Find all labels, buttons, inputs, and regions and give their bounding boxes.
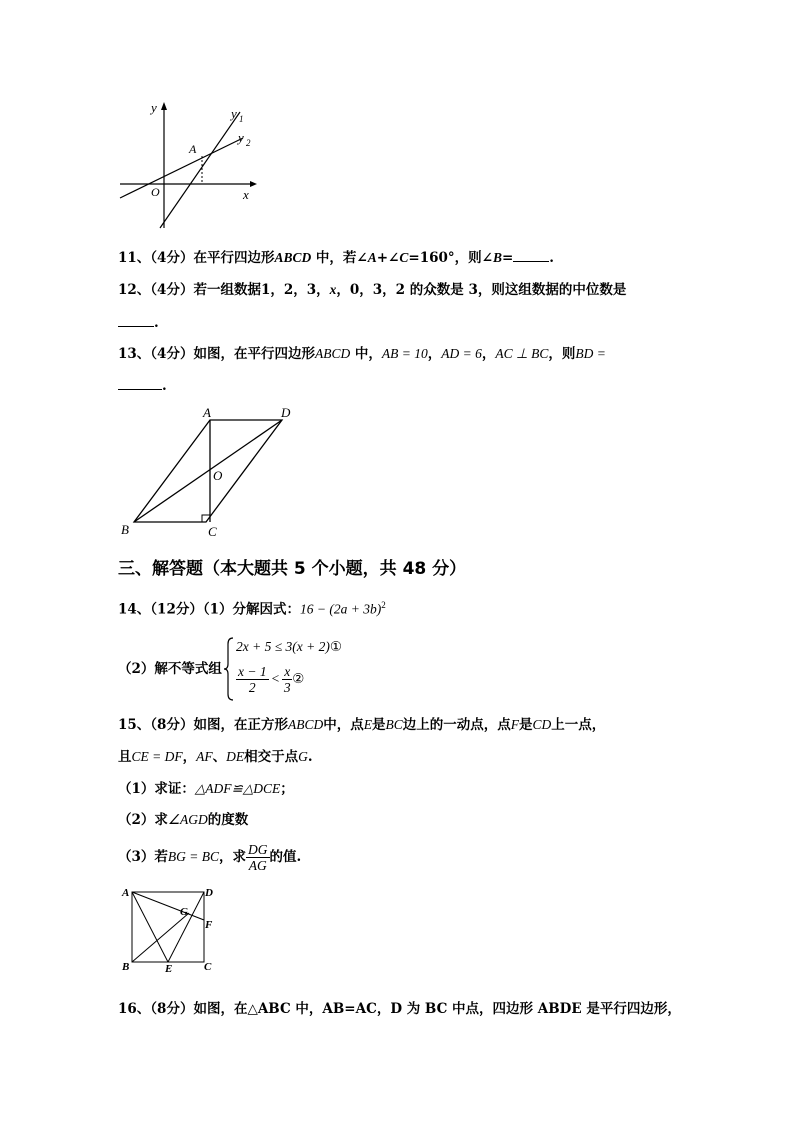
q16-text: 如图，在△ABC 中，AB=AC，D 为 BC 中点，四边形 ABDE 是平行四边形，	[193, 1001, 681, 1017]
y2-subscript: 2	[246, 138, 251, 148]
q15-bc: BC	[385, 717, 403, 732]
y-axis-label: y	[151, 100, 157, 115]
line-y1	[160, 112, 240, 228]
q13-end: .	[162, 378, 167, 394]
question-11	[118, 249, 554, 267]
q15-p3-end: 的值.	[269, 849, 302, 865]
q15-af: AF	[196, 749, 213, 764]
q15-score: （8分）	[150, 717, 194, 733]
question-15	[118, 716, 605, 734]
q13-text2: 中，	[354, 346, 382, 362]
q12-text: 若一组数据1，2，3，	[193, 282, 330, 298]
q13-bd: BD =	[575, 346, 606, 361]
q13-num: 13、	[118, 346, 151, 362]
label-e: E	[165, 963, 173, 974]
q15-de: DE	[226, 749, 245, 764]
section-3-title: 三、解答题（本大题共 5 个小题，共 48 分）	[118, 559, 467, 579]
y-axis-arrow	[161, 102, 167, 110]
q16-num: 16、	[118, 1001, 151, 1017]
y1-subscript: 1	[239, 114, 244, 124]
label-c: C	[208, 524, 217, 539]
q11-plus: +∠	[376, 250, 400, 266]
q15-p3-frac	[246, 842, 270, 873]
parallelogram-figure	[115, 404, 305, 542]
q13-text: 如图，在平行四边形	[193, 346, 315, 362]
q12-score: （4分）	[150, 282, 194, 298]
question-15-line2	[118, 748, 313, 766]
q14-p1-expr: 16 − (2a + 3b)	[300, 601, 382, 617]
square-figure	[118, 882, 218, 974]
q15-p3-mid: ，求	[219, 849, 247, 865]
question-14	[118, 596, 386, 619]
question-15-part2	[118, 811, 248, 829]
question-14-part2-label	[118, 660, 222, 678]
q15-p3-expr: BG = BC	[167, 849, 220, 864]
q14-frac1	[236, 664, 269, 695]
q11-text: 在平行四边形	[193, 250, 275, 266]
q15-cd: CD	[532, 717, 552, 732]
q14-circ2: ②	[292, 671, 305, 686]
q15-f: F	[510, 717, 519, 732]
q15-p1-label: （1）求证：	[118, 781, 195, 797]
q15-e: E	[363, 717, 372, 732]
q15-text6: 上一点，	[551, 717, 606, 733]
label-a: A	[122, 887, 130, 899]
q11-b: B	[492, 250, 502, 265]
inequality-brace	[223, 636, 235, 702]
label-f: F	[205, 919, 213, 931]
question-12-blank-line	[118, 314, 159, 332]
q15-text3: 是	[371, 717, 386, 733]
q15-shape: ABCD	[287, 717, 324, 732]
label-a: A	[203, 405, 211, 420]
q15-sep2: 、	[212, 749, 227, 765]
question-13	[118, 345, 606, 363]
q12-num: 12、	[118, 282, 151, 298]
q15-line2a: 且	[118, 749, 132, 765]
q11-text2: 中，若∠	[315, 250, 368, 266]
q14-score: （12分）	[150, 601, 203, 618]
y2-label: y	[238, 130, 244, 145]
q14-ineq1: 2x + 5 ≤ 3(x + 2)	[236, 639, 330, 654]
q14-frac2	[282, 664, 292, 695]
q15-p2-expr: ∠AGD	[167, 812, 208, 827]
q15-ce-df: CE = DF	[131, 749, 183, 764]
question-16	[118, 1000, 681, 1018]
q15-p1-end: ；	[280, 781, 294, 797]
square-outline	[132, 892, 204, 962]
q15-p3-num: DG	[248, 842, 268, 857]
x-axis-arrow	[250, 181, 257, 187]
segment-af	[132, 892, 204, 920]
q13-sep2: ，	[481, 346, 496, 362]
q14-p1-label: （1）分解因式：	[202, 601, 300, 618]
q15-sep: ，	[182, 749, 197, 765]
q14-frac2-den: 3	[283, 680, 291, 695]
q13-text3: ，则	[548, 346, 576, 362]
label-o: O	[213, 468, 223, 483]
q15-text4: 边上的一动点，点	[402, 717, 511, 733]
line-y2	[120, 138, 243, 198]
q12-answer-blank	[118, 314, 154, 327]
inequality-2	[236, 664, 304, 700]
q13-score: （4分）	[150, 346, 194, 362]
linear-functions-graph	[115, 98, 265, 233]
q13-sep1: ，	[427, 346, 442, 362]
label-g: G	[180, 906, 188, 918]
q11-shape: ABCD	[274, 250, 312, 265]
origin-label: O	[151, 185, 160, 199]
q14-p1-sup: 2	[381, 600, 386, 610]
q11-num: 11、	[118, 250, 151, 266]
label-c: C	[204, 961, 212, 973]
x-axis-label: x	[243, 187, 249, 202]
q13-perp: AC ⊥ BC	[495, 346, 549, 361]
q11-eq2: =	[501, 250, 514, 266]
label-b: B	[121, 522, 129, 537]
q11-score: （4分）	[150, 250, 194, 266]
q14-circ1: ①	[329, 639, 342, 654]
q14-frac1-den: 2	[248, 680, 256, 695]
q15-num: 15、	[118, 717, 151, 733]
question-12	[118, 281, 626, 299]
q15-text: 如图，在正方形	[193, 717, 288, 733]
q15-p2-label: （2）求	[118, 812, 168, 828]
label-b: B	[122, 961, 130, 973]
label-d: D	[281, 405, 291, 420]
q14-num: 14、	[118, 601, 151, 618]
q15-p3-den: AG	[248, 858, 267, 873]
q11-eq: =160°，则∠	[408, 250, 493, 266]
q15-end: .	[307, 749, 313, 765]
q13-ab: AB = 10	[381, 346, 428, 361]
y1-label: y	[231, 106, 237, 121]
segment-ae	[132, 892, 168, 962]
q15-line2b: 相交于点	[244, 749, 299, 765]
q13-shape: ABCD	[314, 346, 351, 361]
label-d: D	[205, 887, 213, 899]
question-15-part1	[118, 780, 294, 798]
q13-ad: AD = 6	[441, 346, 482, 361]
point-a-label: A	[189, 142, 197, 156]
question-15-part3	[118, 838, 301, 876]
q12-end: .	[154, 315, 159, 331]
q15-p2-end: 的度数	[207, 812, 249, 828]
q15-p1-expr: △ADF≌△DCE	[194, 781, 281, 796]
q14-frac2-num: x	[284, 664, 291, 679]
q12-x: x	[329, 282, 337, 297]
q14-p2-label: （2）解不等式组	[118, 661, 222, 677]
q13-answer-blank	[118, 377, 162, 390]
q12-text2: ，0，3，2 的众数是 3，则这组数据的中位数是	[336, 282, 627, 298]
question-13-blank-line	[118, 377, 167, 395]
q11-answer-blank	[513, 249, 549, 262]
q14-lt: <	[271, 671, 280, 686]
q11-a: A	[367, 250, 377, 265]
q11-end: .	[549, 250, 554, 266]
q14-frac1-num: x − 1	[238, 664, 267, 679]
inequality-1	[236, 638, 342, 656]
q15-text2: 中，点	[323, 717, 364, 733]
q16-score: （8分）	[150, 1001, 194, 1017]
q15-g: G	[298, 749, 308, 764]
q15-p3-label: （3）若	[118, 849, 168, 865]
diagonal-bd	[134, 420, 282, 522]
q15-text5: 是	[518, 717, 533, 733]
q11-c: C	[399, 250, 409, 265]
